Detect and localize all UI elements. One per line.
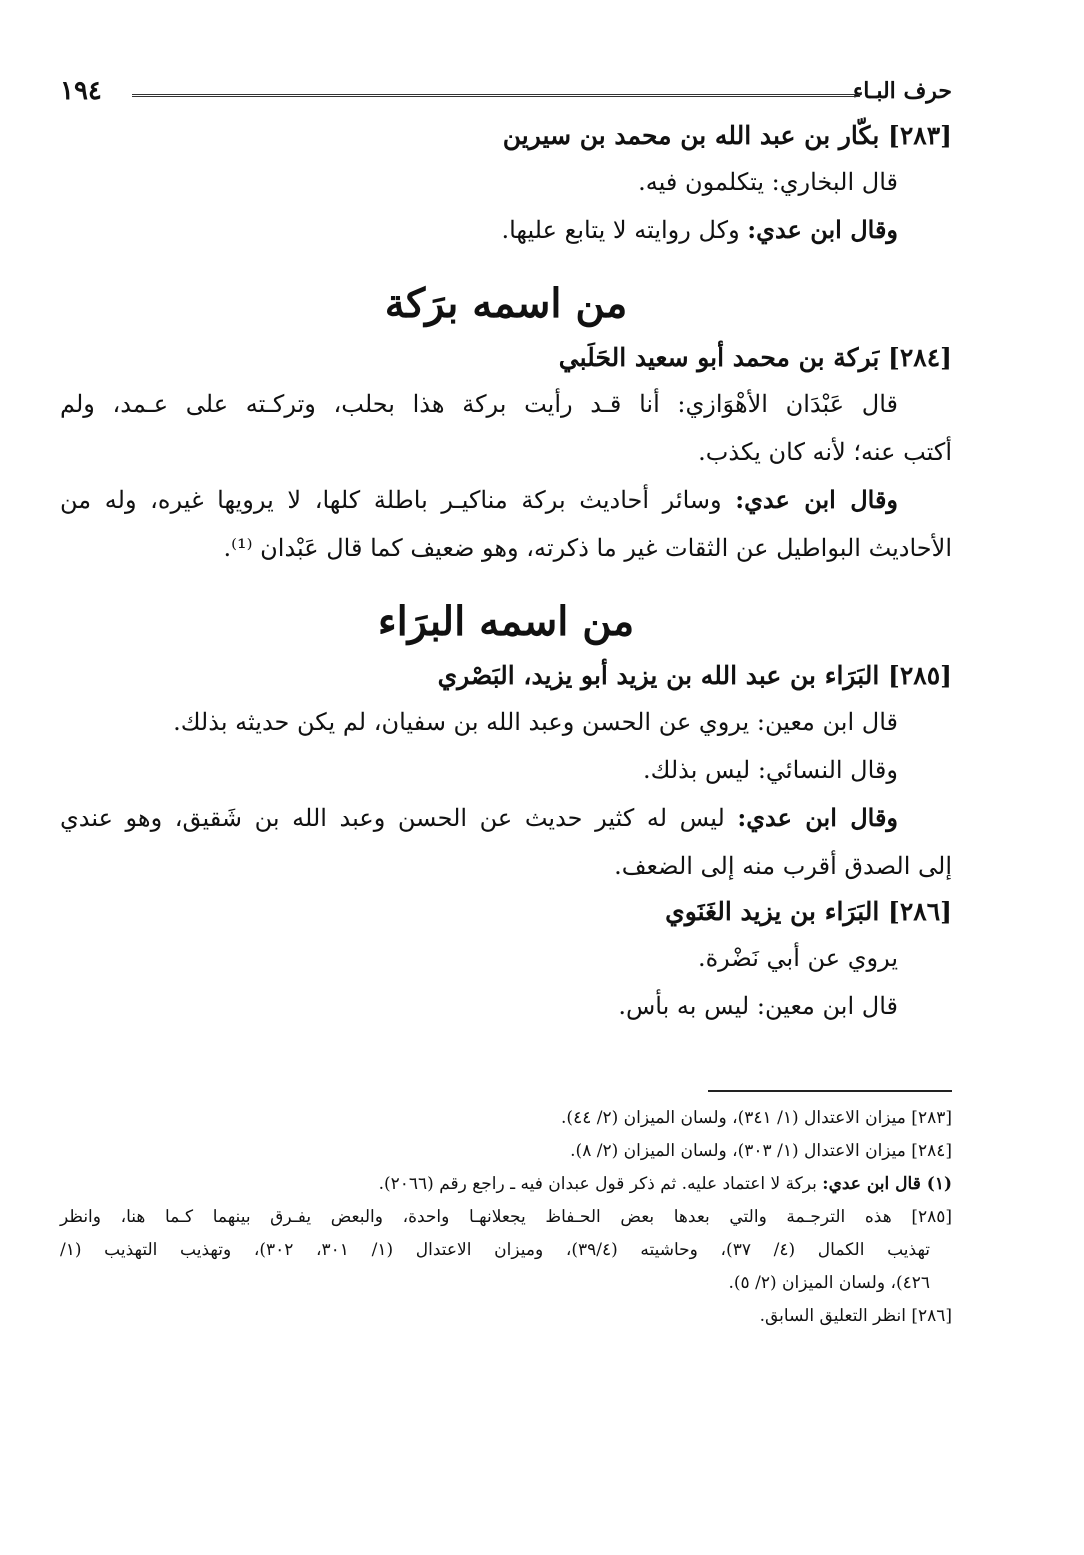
entry-text: ليس له كثير حديث عن الحسن وعبد الله بن شَقيق، وهو عندي — [60, 804, 738, 832]
entry-text: وسائر أحاديث بركة مناكيـر باطلة كلها، لا يرويها غيره، وله من — [60, 486, 736, 514]
entry-heading: [٢٨٣] بكّار بن عبد الله بن محمد بن سيرين — [502, 121, 952, 150]
entry-heading: [٢٨٥] البَرَاء بن عبد الله بن يزيد أبو يزيد، البَصْري — [437, 661, 952, 690]
entry-line: يروي عن أبي نَضْرة. — [697, 944, 898, 972]
page-number: ١٩٤ — [60, 76, 102, 106]
speaker-label: وقال ابن عدي: — [747, 215, 898, 244]
section-title: من اسمه البرَاء — [377, 598, 635, 645]
footnotes — [60, 1090, 952, 1333]
chapter-title: حرف البـاء — [852, 78, 952, 104]
footnote: [٢٨٣] ميزان الاعتدال (١/ ٣٤١)، ولسان الميزان (٢/ ٤٤). — [561, 1108, 952, 1128]
entry-284 — [60, 336, 952, 572]
footnote: [٢٨٦] انظر التعليق السابق. — [759, 1306, 952, 1326]
entry-line: قال ابن معين: يروي عن الحسن وعبد الله بن سفيان، لم يكن حديثه بذلك. — [173, 708, 898, 736]
entry-heading: [٢٨٦] البَرَاء بن يزيد الغَنَوي — [665, 897, 952, 926]
entry-line: الأحاديث البواطيل عن الثقات غير ما ذكرته، وهو ضعيف كما قال عَبْدان ⁽¹⁾. — [223, 534, 952, 562]
footnote-label: (١) قال ابن عدي: — [822, 1174, 952, 1194]
footnote-continuation: ٤٢٦)، ولسان الميزان (٢/ ٥). — [728, 1273, 930, 1293]
speaker-label: وقال ابن عدي: — [735, 485, 899, 514]
footnote-rule — [708, 1090, 952, 1092]
entry-line: أكتب عنه؛ لأنه كان يكذب. — [698, 438, 952, 466]
footnote-continuation: تهذيب الكمال (٤/ ٣٧)، وحاشيته (٣٩/٤)، وميزان الاعتدال (١/ ٣٠١، ٣٠٢)، وتهذيب التهذيب (١/ — [60, 1240, 931, 1260]
entry-286 — [60, 890, 952, 1030]
running-header — [60, 70, 952, 114]
entry-line: قال عَبْدَان الأهْوَازي: أنا قـد رأيت بركة هذا بحلب، وتركـته على عـمد، ولم — [60, 390, 898, 418]
entry-text: وكل روايته لا يتابع عليها. — [501, 216, 748, 244]
entry-line — [60, 794, 952, 842]
entry-line — [60, 206, 952, 254]
entry-285 — [60, 654, 952, 890]
footnote: [٢٨٥] هذه الترجـمة والتي بعدها بعض الحـفاظ يجعلانهـا واحدة، والبعض يفـرق بينهما كـما هنا، وانظر — [60, 1207, 952, 1227]
header-rule — [132, 94, 860, 97]
entry-line: إلى الصدق أقرب منه إلى الضعف. — [614, 852, 952, 880]
entry-heading: [٢٨٤] بَركة بن محمد أبو سعيد الحَلَبي — [558, 343, 952, 372]
footnote-text: بركة لا اعتماد عليه. ثم ذكر قول عبدان فيه ـ راجع رقم (٢٠٦٦). — [378, 1174, 823, 1194]
entry-line — [60, 476, 952, 524]
entry-283 — [60, 114, 952, 254]
speaker-label: وقال ابن عدي: — [737, 803, 899, 832]
footnote: [٢٨٤] ميزان الاعتدال (١/ ٣٠٣)، ولسان الميزان (٢/ ٨). — [570, 1141, 952, 1161]
section-title: من اسمه برَكة — [384, 280, 628, 327]
entry-line: قال البخاري: يتكلمون فيه. — [638, 168, 898, 196]
entry-line: وقال النسائي: ليس بذلك. — [642, 756, 898, 784]
entry-line: قال ابن معين: ليس به بأس. — [618, 992, 898, 1020]
footnote — [60, 1168, 952, 1201]
document-page — [60, 70, 952, 1333]
